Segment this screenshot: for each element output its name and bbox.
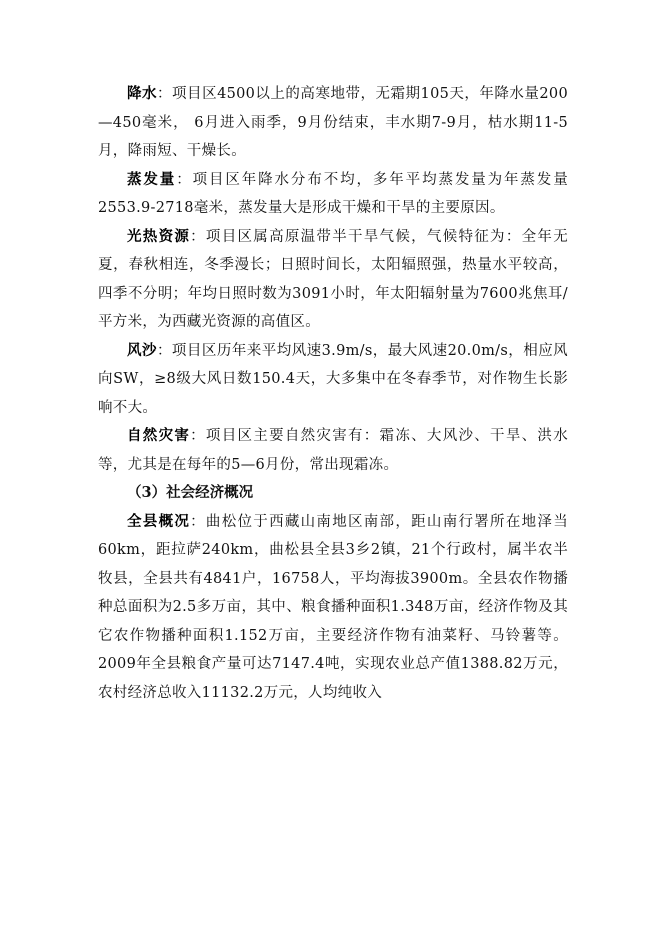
paragraph-text: ：项目区年降水分布不均，多年平均蒸发量为年蒸发量2553.9-2718毫米，蒸发量大是形成干燥和干旱的主要原因。 <box>98 171 568 216</box>
paragraph-evaporation <box>98 166 568 223</box>
section-heading: （3）社会经济概况 <box>127 484 254 501</box>
paragraph-text: ：项目区4500以上的高寒地带，无霜期105天，年降水量200—450毫米， 6月进入雨季，9月份结束，丰水期7-9月，枯水期11-5月，降雨短、干燥长。 <box>98 86 568 159</box>
paragraph-text: ：项目区属高原温带半干旱气候，气候特征为：全年无夏，春秋相连，冬季漫长；日照时间长，太阳辐照强，热量水平较高，四季不分明；年均日照时数为3091小时，年太阳辐射量为7600兆焦耳/平方米，为西藏光资源的高值区。 <box>98 228 568 330</box>
paragraph-light-heat <box>98 223 568 337</box>
term-wind-sand: 风沙 <box>127 341 157 359</box>
term-light-heat: 光热资源 <box>127 227 191 245</box>
term-natural-disasters: 自然灾害 <box>127 427 191 444</box>
term-evaporation: 蒸发量 <box>127 170 177 188</box>
paragraph-text: ：项目区主要自然灾害有：霜冻、大风沙、干旱、洪水等，尤其是在每年的5—6月份，常出现霜冻。 <box>98 428 568 473</box>
paragraph-text: ：曲松位于西藏山南地区南部，距山南行署所在地泽当60km，距拉萨240km，曲松县全县3乡2镇，21个行政村，属半农半牧县，全县共有4841户，16758人，平均海拔3900m。全县农作物播种总面积为2.5多万亩，其中、粮食播种面积1.348万亩，经济作物及其它农作物播种面积1.152万亩，主要经济作物有油菜籽、马铃薯等。2009年全县粮食产量可达7147.4吨，实现农业总产值1388.82万元，农村经济总收入11132.2万元，人均纯收入 <box>98 513 568 701</box>
paragraph-text: ：项目区历年来平均风速3.9m/s，最大风速20.0m/s，相应风向SW，≥8级大风日数150.4天，大多集中在冬春季节，对作物生长影响不大。 <box>98 342 568 416</box>
paragraph-wind-sand <box>98 337 568 423</box>
paragraph-county-overview <box>98 508 568 708</box>
document-body <box>98 80 568 707</box>
paragraph-precipitation <box>98 80 568 166</box>
term-county-overview: 全县概况 <box>127 512 191 530</box>
paragraph-natural-disasters <box>98 422 568 479</box>
term-precipitation: 降水 <box>127 85 158 102</box>
